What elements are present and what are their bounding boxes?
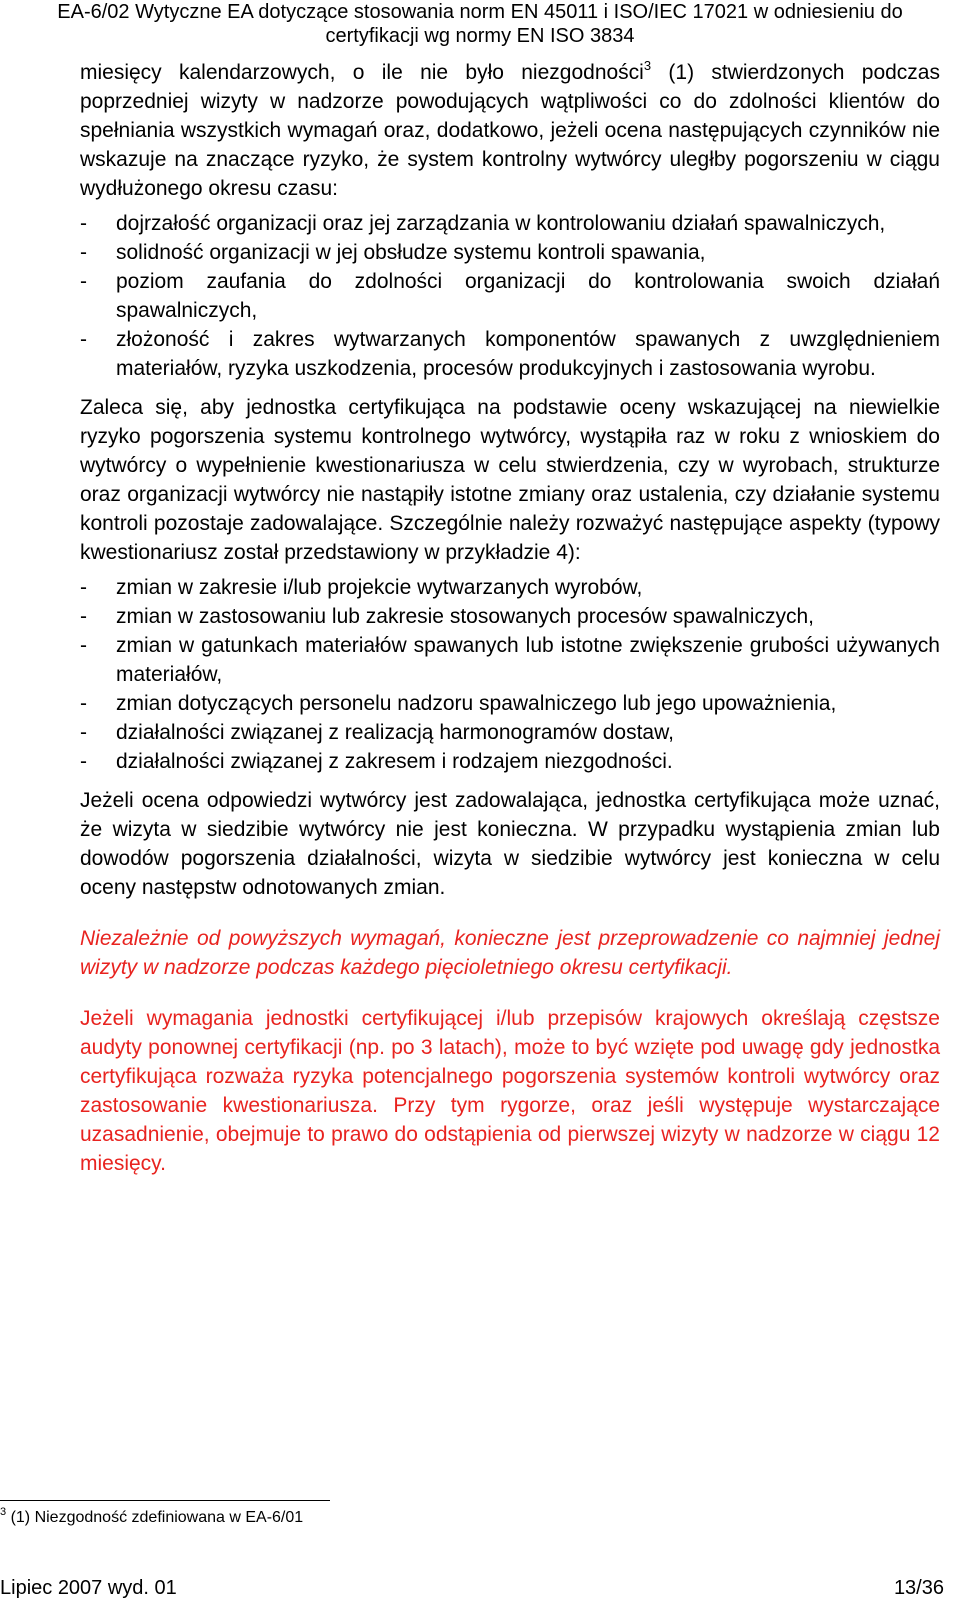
list-item <box>80 267 940 325</box>
recertification-paragraph: Jeżeli wymagania jednostki certyfikującej i/lub przepisów krajowych określają częstsze audyty ponownej certyfikacji (np. po 3 latach), może to być wzięte pod uwagę gdy jednostka certyfikująca rozważa ryzyka potencjalnego pogorszenia systemów kontroli wytwórcy oraz zastosowanie kwestionariusza. Przy tym rygorze, oraz jeśli występuje wystarczające uzasadnienie, obejmuje to prawo do odstąpienia od pierwszej wizyty w nadzorze w ciągu 12 miesięcy. <box>80 1007 940 1175</box>
list-item <box>80 238 940 267</box>
document-body <box>80 58 940 1178</box>
list-item-text: działalności związanej z realizacją harmonogramów dostaw, <box>116 721 674 744</box>
footer-edition: Lipiec 2007 wyd. 01 <box>0 1577 177 1599</box>
list-item <box>80 631 940 689</box>
list-item <box>80 689 940 718</box>
header-line-2: certyfikacji wg normy EN ISO 3834 <box>325 25 635 47</box>
list-item <box>80 573 940 602</box>
intro-paragraph <box>80 58 940 203</box>
list-item-text: zmian dotyczących personelu nadzoru spawalniczego lub jego upoważnienia, <box>116 692 837 715</box>
list-item <box>80 209 940 238</box>
paragraph-spacer <box>80 982 940 1004</box>
list-item-text: dojrzałość organizacji oraz jej zarządzania w kontrolowaniu działań spawalniczych, <box>116 212 886 235</box>
list-item <box>80 325 940 383</box>
list-dash: - <box>80 750 87 773</box>
list-item <box>80 602 940 631</box>
mandatory-visit-paragraph: Niezależnie od powyższych wymagań, konieczne jest przeprowadzenie co najmniej jednej wizyty w nadzorze podczas każdego pięcioletniego okresu certyfikacji. <box>80 927 940 979</box>
footnote-mark: 3 <box>0 1506 7 1518</box>
list-dash: - <box>80 605 87 628</box>
evaluation-paragraph: Jeżeli ocena odpowiedzi wytwórcy jest zadowalająca, jednostka certyfikująca może uznać, że wizyta w siedzibie wytwórcy nie jest konieczna. W przypadku wystąpienia zmian lub dowodów pogorszenia działalności, wizyta w siedzibie wytwórcy jest konieczna w celu oceny następstw odnotowanych zmian. <box>80 789 940 899</box>
footnote-text: (1) Niezgodność zdefiniowana w EA-6/01 <box>6 1509 304 1526</box>
page-header <box>0 0 960 48</box>
list-dash: - <box>80 634 87 657</box>
header-line-1: EA-6/02 Wytyczne EA dotyczące stosowania norm EN 45011 i ISO/IEC 17021 w odniesieniu do <box>57 1 903 23</box>
list-dash: - <box>80 328 87 351</box>
intro-text-end: (1) stwierdzonych podczas poprzedniej wizyty w nadzorze powodujących wątpliwości co do zdolności klientów do spełniania wszystkich wymagań oraz, dodatkowo, jeżeli ocena następujących czynników nie wskazuje na znaczące ryzyko, że system kontrolny wytwórcy uległby pogorszeniu w ciągu wydłużonego okresu czasu: <box>80 61 940 200</box>
list-item-text: zmian w zakresie i/lub projekcie wytwarzanych wyrobów, <box>116 576 643 599</box>
list-item-text: złożoność i zakres wytwarzanych komponentów spawanych z uwzględnieniem materiałów, ryzyka uszkodzenia, procesów produkcyjnych i zastosowania wyrobu. <box>116 328 940 380</box>
list-dash: - <box>80 212 87 235</box>
list-item-text: zmian w gatunkach materiałów spawanych lub istotne zwiększenie grubości używanych materiałów, <box>116 634 940 686</box>
list-item-text: zmian w zastosowaniu lub zakresie stosowanych procesów spawalniczych, <box>116 605 814 628</box>
list-dash: - <box>80 576 87 599</box>
list-item-text: solidność organizacji w jej obsłudze systemu kontroli spawania, <box>116 241 706 264</box>
page-number: 13/36 <box>893 1577 944 1599</box>
list-item <box>80 747 940 776</box>
intro-text-start: miesięcy kalendarzowych, o ile nie było niezgodności <box>80 61 644 84</box>
aspects-list <box>80 573 940 776</box>
footnote <box>0 1508 303 1528</box>
footnote-reference[interactable]: 3 <box>643 58 652 73</box>
factors-list <box>80 209 940 383</box>
list-dash: - <box>80 721 87 744</box>
paragraph-spacer <box>80 902 940 924</box>
questionnaire-paragraph: Zaleca się, aby jednostka certyfikująca na podstawie oceny wskazującej na niewielkie ryzyko pogorszenia systemu kontrolnego wytwórcy, wystąpiła raz w roku z wnioskiem do wytwórcy o wypełnienie kwestionariusza w celu stwierdzenia, czy w wyrobach, strukturze oraz organizacji wytwórcy nie nastąpiły istotne zmiany oraz ustalenia, czy działanie systemu kontroli pozostaje zadowalające. Szczególnie należy rozważyć następujące aspekty (typowy kwestionariusz został przedstawiony w przykładzie 4): <box>80 396 940 564</box>
list-dash: - <box>80 241 87 264</box>
footnote-separator <box>0 1500 330 1501</box>
list-dash: - <box>80 692 87 715</box>
list-item-text: poziom zaufania do zdolności organizacji do kontrolowania swoich działań spawalniczych, <box>116 270 940 322</box>
list-item <box>80 718 940 747</box>
list-item-text: działalności związanej z zakresem i rodzajem niezgodności. <box>116 750 673 773</box>
list-dash: - <box>80 270 87 293</box>
